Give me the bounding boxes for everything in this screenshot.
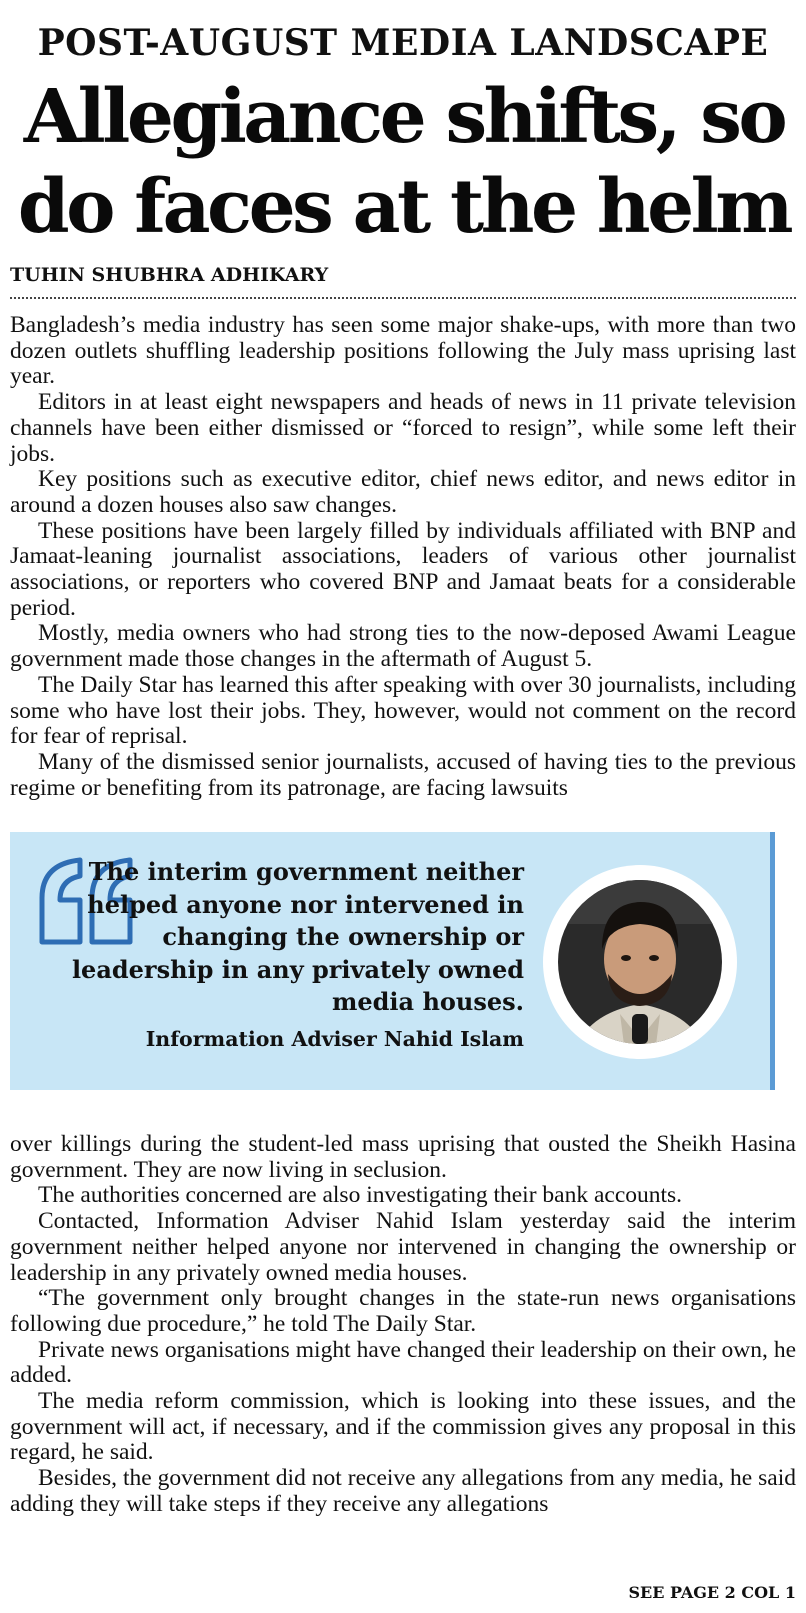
headline-line-2: do faces at the helm (17, 164, 791, 250)
paragraph: over killings during the student-led mass uprising that ousted the Sheikh Hasina government. They are now living in seclusion. (10, 1131, 796, 1183)
article-body-top (10, 313, 796, 801)
paragraph: Key positions such as executive editor, chief news editor, and news editor in around a dozen houses also saw changes. (10, 466, 796, 518)
paragraph: Contacted, Information Adviser Nahid Islam yesterday said the interim government neither helped anyone nor intervened in changing the ownership or leadership in any privately owned media houses. (10, 1208, 796, 1286)
headline-line-1: Allegiance shifts, so (23, 74, 785, 160)
paragraph: These positions have been largely filled by individuals affiliated with BNP and Jamaat-leaning journalist associations, leaders of various other journalist associations, or reporters who covered BNP and Jamaat beats for a considerable period. (10, 517, 796, 621)
portrait-photo (542, 864, 738, 1060)
paragraph: Private news organisations might have changed their leadership on their own, he added. (10, 1336, 796, 1389)
pull-quote-box (10, 832, 775, 1090)
byline-divider (10, 297, 796, 299)
paragraph: “The government only brought changes in the state-run news organisations following due procedure,” he told The Daily Star. (10, 1285, 796, 1337)
headline (6, 72, 802, 252)
byline: TUHIN SHUBHRA ADHIKARY (10, 264, 329, 286)
paragraph: Besides, the government did not receive any allegations from any media, he said adding they will take steps if they receive any allegations (10, 1465, 796, 1517)
paragraph: The media reform commission, which is looking into these issues, and the government will act, if necessary, and if the commission gives any proposal in this regard, he said. (10, 1388, 796, 1466)
paragraph: The Daily Star has learned this after speaking with over 30 journalists, including some who have lost their jobs. They, however, would not comment on the record for fear of reprisal. (10, 671, 796, 750)
paragraph: The authorities concerned are also investigating their bank accounts. (38, 1182, 683, 1209)
pull-quote-attribution: Information Adviser Nahid Islam (145, 1027, 524, 1051)
paragraph: Editors in at least eight newspapers and heads of news in 11 private television channels have been either dismissed or “forced to resign”, while some left their jobs. (10, 389, 796, 467)
paragraph: Mostly, media owners who had strong ties to the now-deposed Awami League government made those changes in the aftermath of August 5. (10, 620, 796, 673)
pull-quote-text: The interim government neither helped anyone nor intervened in changing the ownership or leadership in any privately owned media houses. (71, 857, 524, 1016)
continuation-note[interactable]: SEE PAGE 2 COL 1 (628, 1583, 796, 1602)
paragraph: Bangladesh’s media industry has seen some major shake-ups, with more than two dozen outlets shuffling leadership positions following the July mass uprising last year. (10, 312, 796, 390)
paragraph: Many of the dismissed senior journalists, accused of having ties to the previous regime or benefiting from its patronage, are facing lawsuits (10, 748, 796, 801)
article-body-bottom (10, 1132, 796, 1518)
section-kicker: POST-AUGUST MEDIA LANDSCAPE (37, 22, 769, 64)
